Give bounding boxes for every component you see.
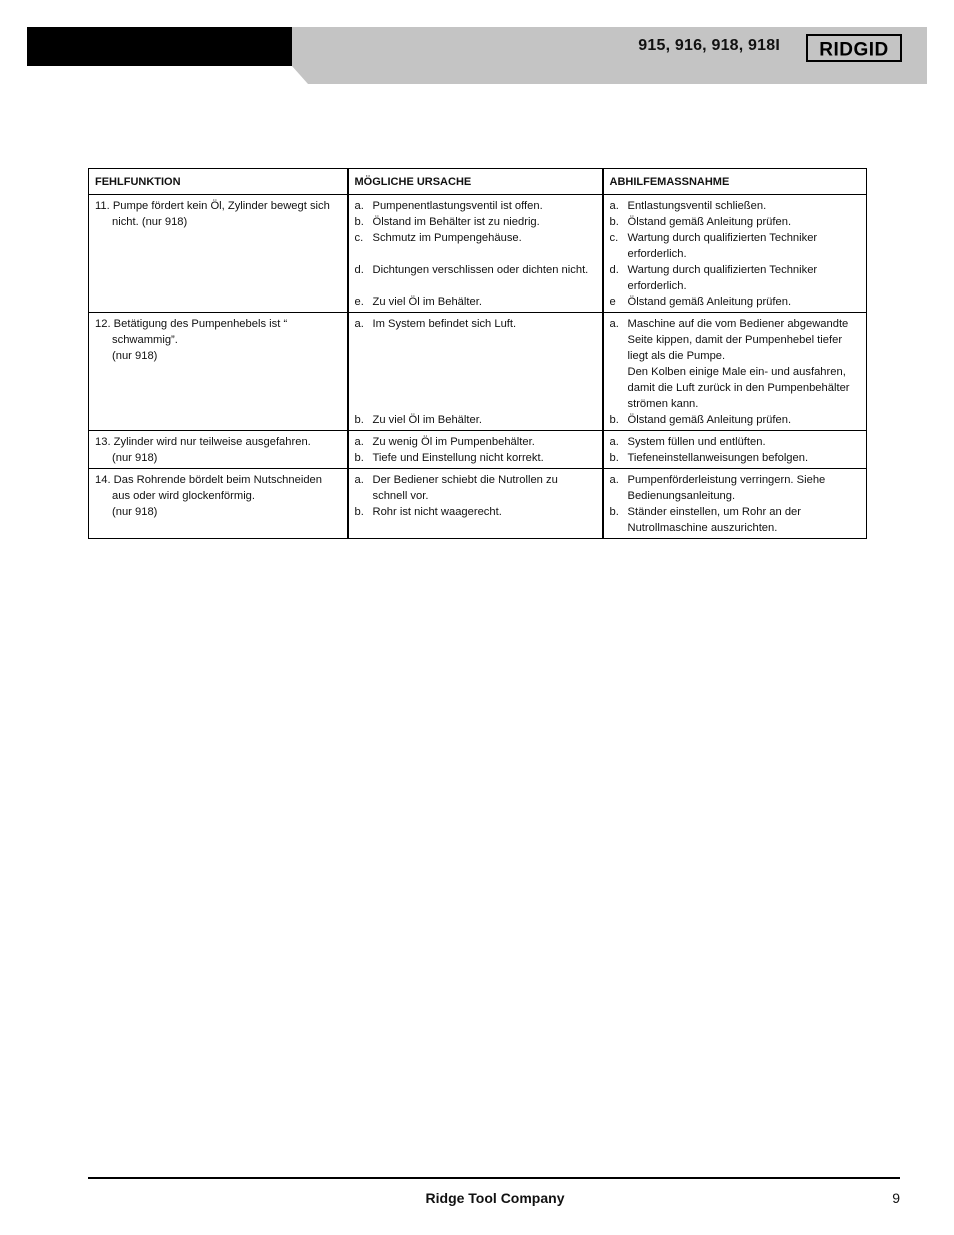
list-item: a. Entlastungsventil schließen. xyxy=(609,200,767,212)
footer-company-name: Ridge Tool Company xyxy=(425,1190,565,1206)
header-grey-strip xyxy=(292,66,927,84)
problem-cell xyxy=(89,195,348,313)
list-item: b. Ständer einstellen, um Rohr an der Nutrollmaschine auszurichten. xyxy=(609,506,802,534)
list-item: b. Ölstand gemäß Anleitung prüfen. xyxy=(609,414,792,426)
list-item: c. Schmutz im Pumpengehäuse. xyxy=(354,232,522,244)
list-item: a. Pumpenförderleistung verringern. Siehe Bedienungsanleitung. xyxy=(609,474,826,502)
problem-text: (nur 918) xyxy=(112,350,158,362)
list-item: a. Der Bediener schiebt die Nutrollen zu schnell vor. xyxy=(354,474,558,502)
problem-cell xyxy=(89,469,348,539)
list-item: b. Rohr ist nicht waagerecht. xyxy=(354,506,502,518)
remedy-cell xyxy=(603,195,867,313)
list-item: b. Ölstand im Behälter ist zu niedrig. xyxy=(354,216,540,228)
list-item: e. Zu viel Öl im Behälter. xyxy=(354,296,482,308)
cause-cell xyxy=(348,313,603,431)
troubleshooting-table xyxy=(88,168,867,539)
list-item: b. Ölstand gemäß Anleitung prüfen. xyxy=(609,216,792,228)
list-item: a. Maschine auf die vom Bediener abgewandte Seite kippen, damit der Pumpenhebel tiefer liegt als die Pumpe. Den Kolben einige Male ein- und ausfahren, damit die Luft zurück in den Pumpenbehälter strömen kann. xyxy=(609,318,850,410)
list-item: c. Wartung durch qualifizierten Techniker erforderlich. xyxy=(609,232,818,260)
column-header-cause: MÖGLICHE URSACHE xyxy=(348,169,603,195)
cause-cell xyxy=(348,469,603,539)
column-header-remedy: ABHILFEMASSNAHME xyxy=(603,169,867,195)
remedy-cell xyxy=(603,469,867,539)
model-numbers-title: 915, 916, 918, 918I xyxy=(638,37,780,54)
ridgid-logo xyxy=(806,33,902,63)
list-item: a. System füllen und entlüften. xyxy=(609,436,766,448)
table-row xyxy=(89,195,867,313)
problem-cell xyxy=(89,431,348,469)
list-item: d. Dichtungen verschlissen oder dichten nicht. xyxy=(354,264,589,276)
list-item: d. Wartung durch qualifizierten Techniker erforderlich. xyxy=(609,264,818,292)
list-item: a. Pumpenentlastungsventil ist offen. xyxy=(354,200,543,212)
cause-cell xyxy=(348,195,603,313)
problem-text: 13. Zylinder wird nur teilweise ausgefahren. xyxy=(95,436,311,448)
list-item: e Ölstand gemäß Anleitung prüfen. xyxy=(609,296,792,308)
list-item: b. Tiefeneinstellanweisungen befolgen. xyxy=(609,452,809,464)
remedy-cell xyxy=(603,431,867,469)
problem-cell xyxy=(89,313,348,431)
problem-text: 12. Betätigung des Pumpenhebels ist “ xyxy=(95,318,288,330)
table-row xyxy=(89,313,867,431)
remedy-cell xyxy=(603,313,867,431)
table-row xyxy=(89,469,867,539)
problem-text: 14. Das Rohrende bördelt beim Nutschneiden aus oder wird glockenförmig. xyxy=(95,474,322,502)
svg-text:RIDGID: RIDGID xyxy=(819,39,889,61)
table-header-row xyxy=(89,169,867,195)
column-header-malfunction: FEHLFUNKTION xyxy=(89,169,348,195)
cause-cell xyxy=(348,431,603,469)
list-item: b. Tiefe und Einstellung nicht korrekt. xyxy=(354,452,544,464)
problem-text: (nur 918) xyxy=(112,452,158,464)
list-item: b. Zu viel Öl im Behälter. xyxy=(354,414,482,426)
list-item: a. Zu wenig Öl im Pumpenbehälter. xyxy=(354,436,535,448)
header-black-block xyxy=(27,27,292,66)
problem-text: schwammig”. xyxy=(112,334,178,346)
problem-text: (nur 918) xyxy=(112,506,158,518)
table-row xyxy=(89,431,867,469)
problem-text: 11. Pumpe fördert kein Öl, Zylinder bewegt sich nicht. (nur 918) xyxy=(95,200,330,228)
footer-rule xyxy=(88,1177,900,1179)
page-number: 9 xyxy=(892,1190,900,1206)
list-item: a. Im System befindet sich Luft. xyxy=(354,318,517,330)
